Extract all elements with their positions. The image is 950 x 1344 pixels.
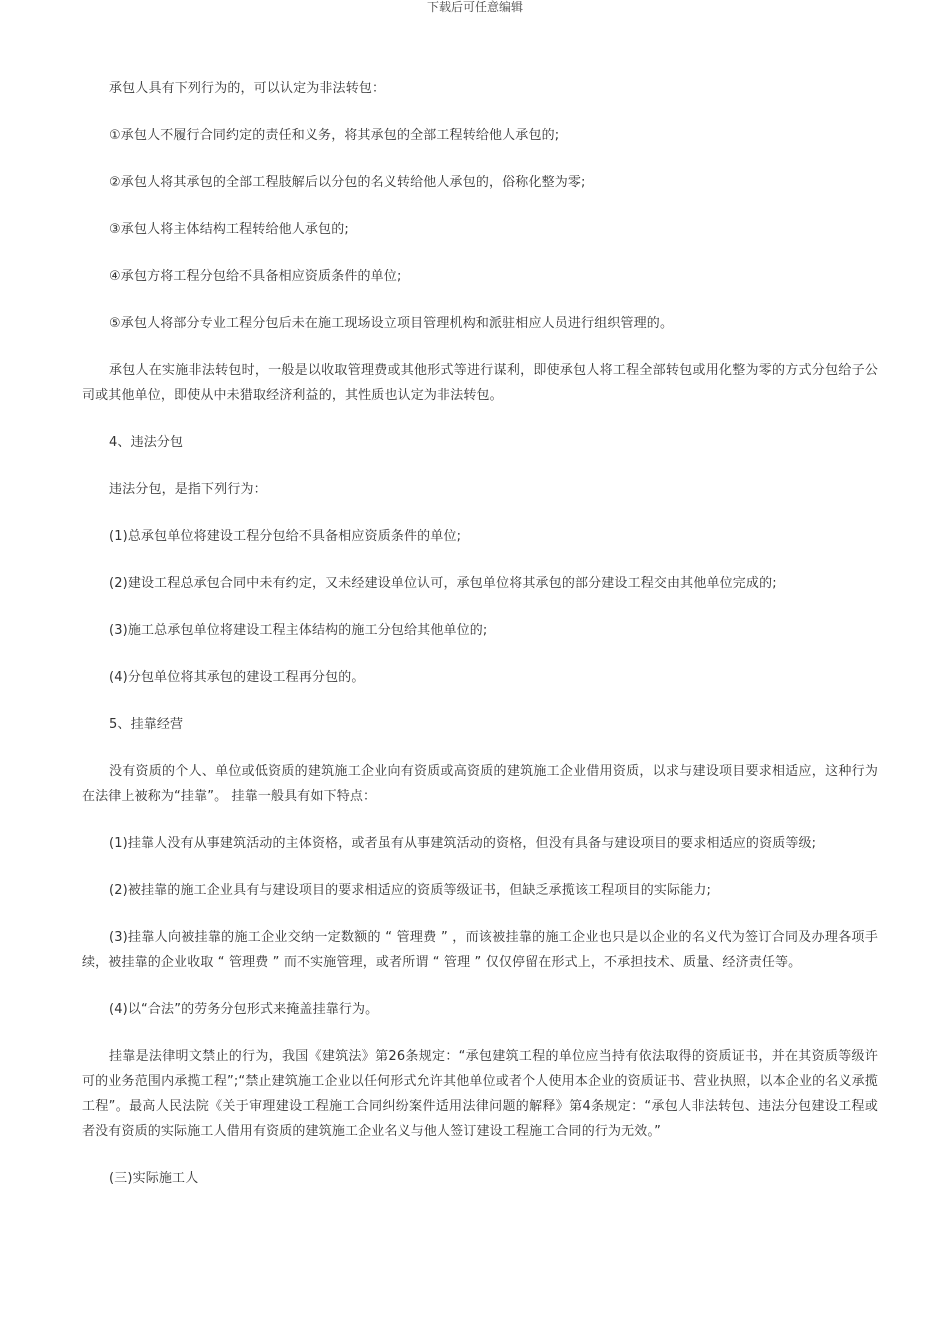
paragraph-subitem-4: (4)分包单位将其承包的建设工程再分包的。 <box>109 670 365 685</box>
paragraph-subitem-2: (2)建设工程总承包合同中未有约定，又未经建设单位认可，承包单位将其承包的部分建设工程交由其他单位完成的; <box>109 576 777 591</box>
paragraph-item-2: ②承包人将其承包的全部工程肢解后以分包的名义转给他人承包的，俗称化整为零; <box>109 175 586 190</box>
section-heading-3: (三)实际施工人 <box>109 1171 199 1186</box>
paragraph-feature-2: (2)被挂靠的施工企业具有与建设项目的要求相适应的资质等级证书，但缺乏承揽该工程项目的实际能力; <box>109 883 711 898</box>
paragraph-law-citation: 挂靠是法律明文禁止的行为，我国《建筑法》第26条规定：“承包建筑工程的单位应当持有依法取得的资质证书，并在其资质等级许可的业务范围内承揽工程”;“禁止建筑施工企业以任何形式允许其他单位或者个人使用本企业的资质证书、营业执照，以本企业的名义承揽工程”。最高人民法院《关于审理建设工程施工合同纠纷案件适用法律问题的解释》第4条规定：“承包人非法转包、违法分包建设工程或者没有资质的实际施工人借用有资质的建筑施工企业名义与他人签订建设工程施工合同的行为无效。” <box>82 1049 878 1139</box>
paragraph-feature-1: (1)挂靠人没有从事建筑活动的主体资格，或者虽有从事建筑活动的资格，但没有具备与建设项目的要求相适应的资质等级; <box>109 836 817 851</box>
paragraph-subitem-3: (3)施工总承包单位将建设工程主体结构的施工分包给其他单位的; <box>109 623 488 638</box>
paragraph-feature-3: (3)挂靠人向被挂靠的施工企业交纳一定数额的 “ 管理费 ” ，而该被挂靠的施工企业也只是以企业的名义代为签订合同及办理各项手续，被挂靠的企业收取 “ 管理费 ” 而不实施管理，或者所谓 “ 管理 ” 仅仅停留在形式上，不承担技术、质量、经济责任等。 <box>82 930 878 970</box>
paragraph-definition: 违法分包，是指下列行为： <box>109 482 267 497</box>
paragraph-feature-4: (4)以“合法”的劳务分包形式来掩盖挂靠行为。 <box>109 1002 379 1017</box>
section-heading-4: 4、违法分包 <box>109 435 184 450</box>
paragraph-intro: 承包人具有下列行为的，可以认定为非法转包： <box>109 81 386 96</box>
paragraph-attach-definition: 没有资质的个人、单位或低资质的建筑施工企业向有资质或高资质的建筑施工企业借用资质，以求与建设项目要求相适应，这种行为在法律上被称为“挂靠”。 挂靠一般具有如下特点： <box>82 764 878 804</box>
paragraph-item-5: ⑤承包人将部分专业工程分包后未在施工现场设立项目管理机构和派驻相应人员进行组织管理的。 <box>109 316 674 331</box>
section-heading-5: 5、挂靠经营 <box>109 717 184 732</box>
page-header: 下载后可任意编辑 <box>426 0 523 14</box>
paragraph-summary: 承包人在实施非法转包时，一般是以收取管理费或其他形式等进行谋利，即使承包人将工程全部转包或用化整为零的方式分包给子公司或其他单位，即使从中未猎取经济利益的，其性质也认定为非法转包。 <box>82 363 878 403</box>
paragraph-item-4: ④承包方将工程分包给不具备相应资质条件的单位; <box>109 269 402 284</box>
paragraph-subitem-1: (1)总承包单位将建设工程分包给不具备相应资质条件的单位; <box>109 529 462 544</box>
paragraph-item-3: ③承包人将主体结构工程转给他人承包的; <box>109 222 349 237</box>
document-body <box>82 76 878 1213</box>
paragraph-item-1: ①承包人不履行合同约定的责任和义务，将其承包的全部工程转给他人承包的; <box>109 128 560 143</box>
